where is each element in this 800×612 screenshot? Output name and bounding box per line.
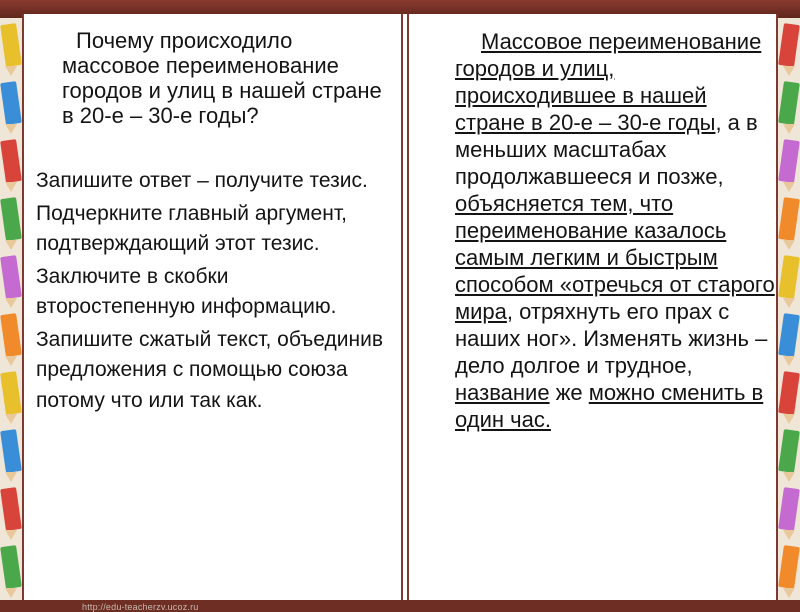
left-column	[22, 14, 403, 600]
slide-content	[22, 14, 778, 612]
task-item: Запишите сжатый текст, объединив предложения с помощью союза потому что или так как.	[36, 327, 383, 412]
task-item: Запишите ответ – получите тезис.	[36, 169, 368, 192]
task-item: Заключите в скобки второстепенную информацию.	[36, 264, 337, 318]
watermark-url: http://edu-teacherzv.ucoz.ru	[82, 602, 199, 612]
question-text: Почему происходило массовое переименование городов и улиц в нашей стране в 20-е – 30-е годы?	[62, 28, 382, 128]
answer-plain-text: же	[549, 380, 589, 405]
task-item: Подчеркните главный аргумент, подтверждающий этот тезис.	[36, 201, 347, 255]
right-column	[407, 14, 778, 600]
left-pencil-border	[0, 18, 22, 600]
answer-underlined-conclusion: можно сменить в один час.	[455, 380, 764, 432]
answer-underlined-argument: объясняется тем, что переименование казалось самым легким и быстрым способом «отречься от старого мира	[455, 191, 775, 324]
task-list	[36, 166, 386, 418]
pencil-border-graphic	[778, 18, 800, 600]
pencil-border-graphic	[0, 18, 22, 600]
answer-text	[455, 28, 781, 433]
right-pencil-border	[778, 18, 800, 600]
answer-plain-text: , а в меньших масштабах продолжавшееся и позже,	[455, 110, 758, 189]
answer-plain-text: , отряхнуть его прах с наших ног». Изменять жизнь – дело долгое и трудное,	[455, 299, 768, 378]
answer-underlined-word: название	[455, 380, 550, 405]
answer-underlined-thesis: Массовое переименование городов и улиц, происходившее в нашей стране в 20-е – 30-е годы	[455, 29, 762, 135]
